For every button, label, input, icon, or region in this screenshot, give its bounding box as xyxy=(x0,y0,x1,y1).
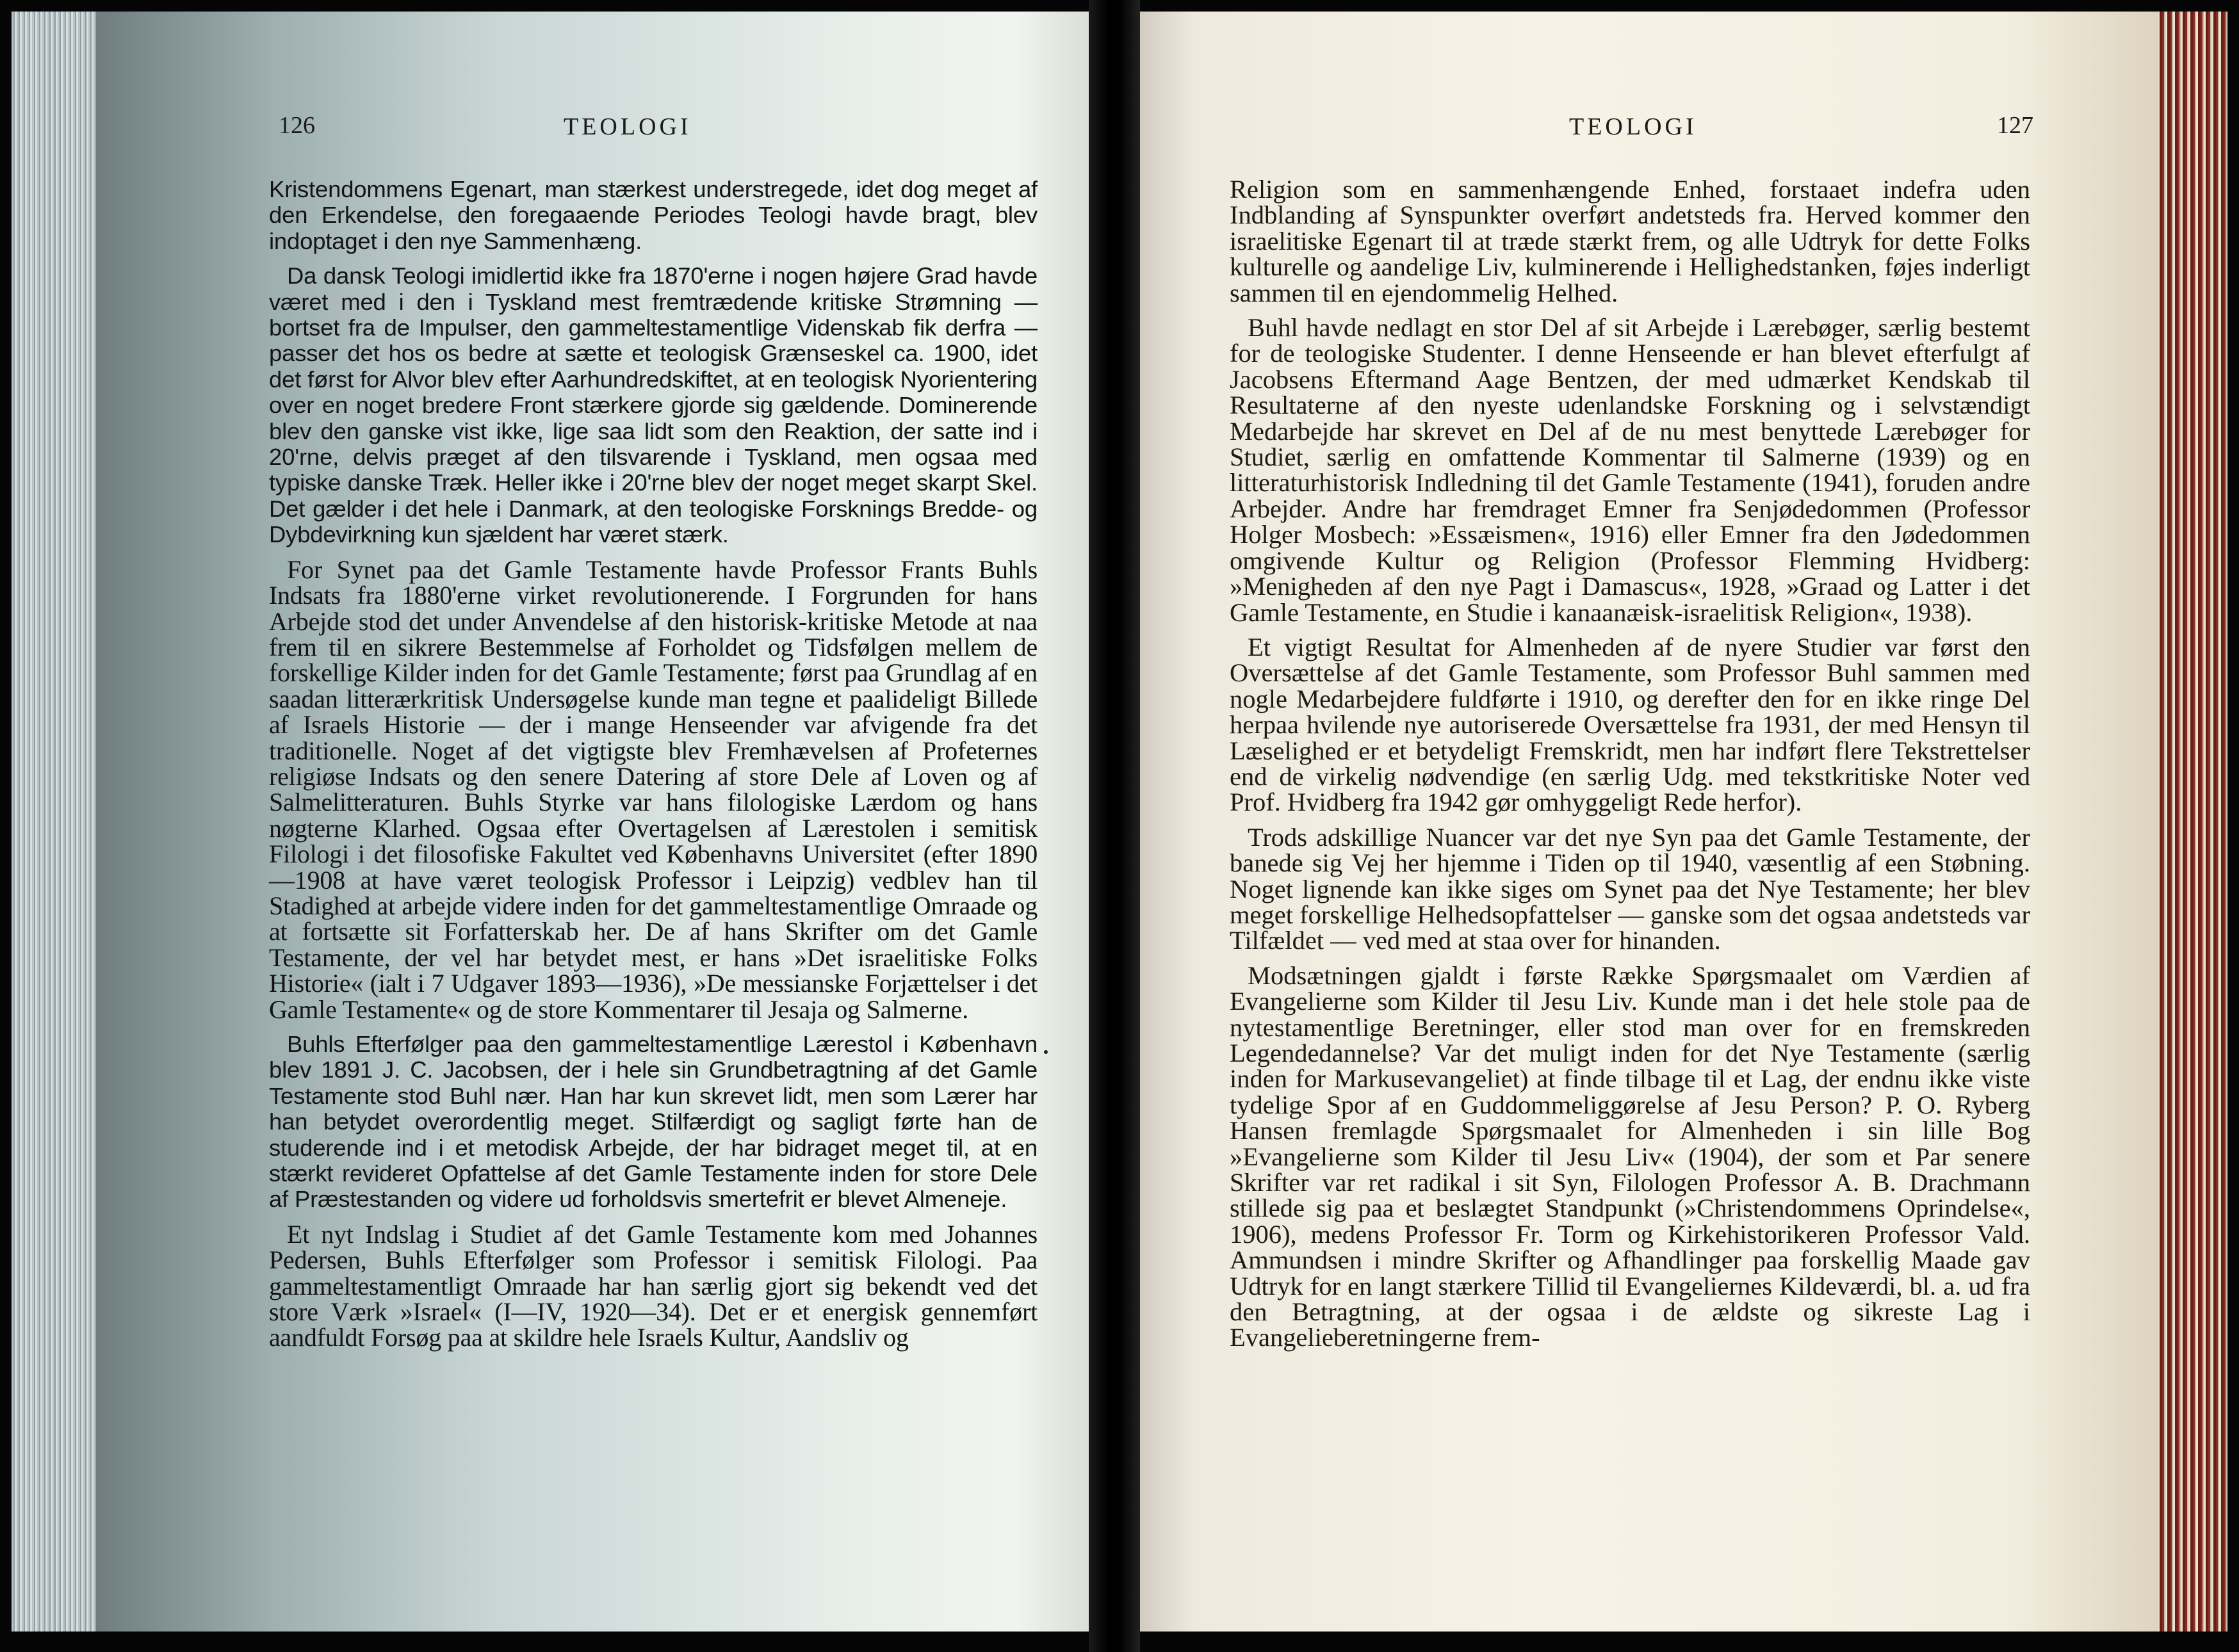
paragraph: Modsætningen gjaldt i første Række Spørgsmaalet om Værdien af Evangelierne som Kilder til Jesu Liv. Kunde man i det hele stole paa de nytestamentlige Beretninger, eller stod man over for en fremskreden Legendedannelse? Var det muligt inden for det Nye Testamente (særlig inden for Markusevangeliet) at finde tilbage til et Lag, der endnu ikke viste tydelige Spor af en Guddommeliggørelse af Jesu Person? P. O. Ryberg Hansen fremlagde Spørgsmaalet for Almenheden i sin lille Bog »Evangelierne som Kilder til Jesu Liv« (1904), der som et Par senere Skrifter var ret radikal i sit Syn, Filologen Professor A. B. Drachmann stillede sig paa et beslægtet Standpunkt (»Christendommens Oprindelse«, 1906), medens Professor Fr. Torm og Kirkehistorikeren Professor Vald. Ammundsen i mindre Skrifter og Afhandlinger paa forskellig Maade gav Udtryk for en langt stærkere Tillid til Evangeliernes Kildeværdi, bl. a. ud fra den Betragtning, at der ogsaa i de ældste og sikreste Lag i Evangelieberetningerne frem- xyxy=(1230,960,2030,1352)
paragraph: Kristendommens Egenart, man stærkest understregede, idet dog meget af den Erkendelse, den foregaaende Periodes Teologi havde bragt, blev indoptaget i den nye Sammenhæng. xyxy=(269,176,1038,254)
paragraph: Da dansk Teologi imidlertid ikke fra 1870'erne i nogen højere Grad havde været med i den i Tyskland mest fremtrædende kritiske Strømning — bortset fra de Impulser, den gammeltestamentlige Videnskab fik derfra — passer det hos os bedre at sætte et teologisk Grænseskel ca. 1900, idet det først for Alvor blev efter Aarhundredskiftet, at en teologisk Nyorientering over en noget bredere Front stærkere gjorde sig gældende. Dominerende blev den ganske vist ikke, lige saa lidt som den Reaktion, der satte ind i 20'rne, delvis præget af den tilsvarende i Tyskland, men ogsaa med typiske danske Træk. Heller ikke i 20'rne blev der noget meget skarpt Skel. Det gælder i det hele i Danmark, at den teologiske Forsknings Bredde- og Dybdevirkning kun sjældent har været stærk. xyxy=(269,263,1038,548)
running-head-right: TEOLOGI xyxy=(1569,113,1697,140)
paragraph: Religion som en sammenhængende Enhed, forstaaet indefra uden Indblanding af Synspunkter overført andetsteds fra. Herved kommer den israelitiske Egenart til at træde stærkt frem, og alle Udtryk for dette Folks kulturelle og aandelige Liv, kulminerende i Hellighedstanken, føjes inderligt sammen til en ejendommelig Helhed. xyxy=(1230,175,2030,307)
right-page xyxy=(1134,12,2158,1632)
page-number-left: 126 xyxy=(279,112,315,139)
paragraph: For Synet paa det Gamle Testamente havde Professor Frants Buhls Indsats fra 1880'erne virket revolutionerende. I Forgrunden for hans Arbejde stod det under Anvendelse af den historisk-kritiske Metode at naa frem til en sikrere Bestemmelse af Forholdet og Tidsfølgen mellem de forskellige Kilder inden for det Gamle Testamente; først paa Grundlag af en saadan litterærkritisk Undersøgelse kunde man tegne et paalideligt Billede af Israels Historie — der i mange Henseender var afvigende fra det traditionelle. Noget af det vigtigste blev Fremhævelsen af Profeternes religiøse Indsats og den senere Datering af store Dele af Loven og af Salmelitteraturen. Buhls Styrke var hans filologiske Lærdom og hans nøgterne Klarhed. Ogsaa efter Overtagelsen af Lærestolen i semitisk Filologi i det filosofiske Fakultet ved Københavns Universitet (efter 1890—1908 at have været teologisk Professor i Leipzig) vedblev han til Stadighed at arbejde videre inden for det gammeltestamentlige Omraade og at fortsætte sit Forfatterskab her. De af hans Skrifter om det Gamle Testamente, der vel har betydet mest, er hans »Det israelitiske Folks Historie« (ialt i 7 Udgaver 1893—1936), »De messianske Forjættelser i det Gamle Testamente« og de store Kommentarer til Jesaja og Salmerne. xyxy=(269,555,1038,1024)
speck-mark xyxy=(1044,1050,1048,1054)
book-gutter xyxy=(1089,0,1140,1652)
paragraph: Trods adskillige Nuancer var det nye Syn paa det Gamle Testamente, der banede sig Vej her hjemme i Tiden op til 1940, væsentlig af een Støbning. Noget lignende kan ikke siges om Synet paa det Nye Testamente; her blev meget forskellige Helhedsopfattelser — ganske som det ogsaa andetsteds var Tilfældet — ved med at staa over for hinanden. xyxy=(1230,822,2030,955)
page-number-right: 127 xyxy=(1997,112,2033,139)
running-head-left: TEOLOGI xyxy=(564,113,692,140)
page-edges-right xyxy=(2152,12,2227,1632)
left-page xyxy=(96,12,1095,1632)
right-page-body xyxy=(1230,177,2030,1360)
left-page-body xyxy=(269,177,1038,1360)
paragraph: Buhl havde nedlagt en stor Del af sit Arbejde i Lærebøger, særlig bestemt for de teologiske Studenter. I denne Henseende er han blevet efterfulgt af Jacobsens Eftermand Aage Bentzen, der med udmærket Kendskab til Resultaterne af den nyeste udenlandske Forskning og i selvstændigt Medarbejde har skrevet en Del af de nu mest benyttede Lærebøger for Studiet, særlig en omfattende Kommentar til Salmerne (1939) og en litteraturhistorisk Indledning til det Gamle Testamente (1941), foruden andre Arbejder. Andre har fremdraget Emner fra Senjødedommen (Professor Holger Mosbech: »Essæismen«, 1916) eller Emner fra den Jødedommen omgivende Kultur og Religion (Professor Flemming Hvidberg: »Menigheden af den nye Pagt i Damascus«, 1928, »Graad og Latter i det Gamle Testamente, en Studie i kanaanæisk-israelitisk Religion«, 1938). xyxy=(1230,313,2030,627)
page-edges-left xyxy=(12,12,108,1632)
paragraph: Et vigtigt Resultat for Almenheden af de nyere Studier var først den Oversættelse af det Gamle Testamente, som Professor Buhl sammen med nogle Medarbejdere fuldførte i 1910, og derefter den for en ikke ringe Del herpaa hvilende nye autoriserede Oversættelse fra 1931, der med Hensyn til Læselighed er et betydeligt Fremskridt, men har indført flere Tekstrettelser end de virkelig nødvendige (en særlig Udg. med tekstkritiske Noter ved Prof. Hvidberg fra 1942 gør omhyggeligt Rede herfor). xyxy=(1230,632,2030,817)
paragraph: Buhls Efterfølger paa den gammeltestamentlige Lærestol i København blev 1891 J. C. Jacobsen, der i hele sin Grundbetragtning af det Gamle Testamente stod Buhl nær. Han har kun skrevet lidt, men som Lærer har han betydet overordentlig meget. Stilfærdigt og sagligt førte han de studerende ind i et metodisk Arbejde, der har bidraget meget til, at en stærkt revideret Opfattelse af det Gamle Testamente inden for store Dele af Præstestanden og videre ud forholdsvis smertefrit er blevet Almeneje. xyxy=(269,1031,1038,1213)
paragraph: Et nyt Indslag i Studiet af det Gamle Testamente kom med Johannes Pedersen, Buhls Efterfølger som Professor i semitisk Filologi. Paa gammeltestamentligt Omraade har han særlig gjort sig bekendt ved det store Værk »Israel« (I—IV, 1920—34). Det er et energisk gennemført aandfuldt Forsøg paa at skildre hele Israels Kultur, Aandsliv og xyxy=(269,1219,1038,1352)
